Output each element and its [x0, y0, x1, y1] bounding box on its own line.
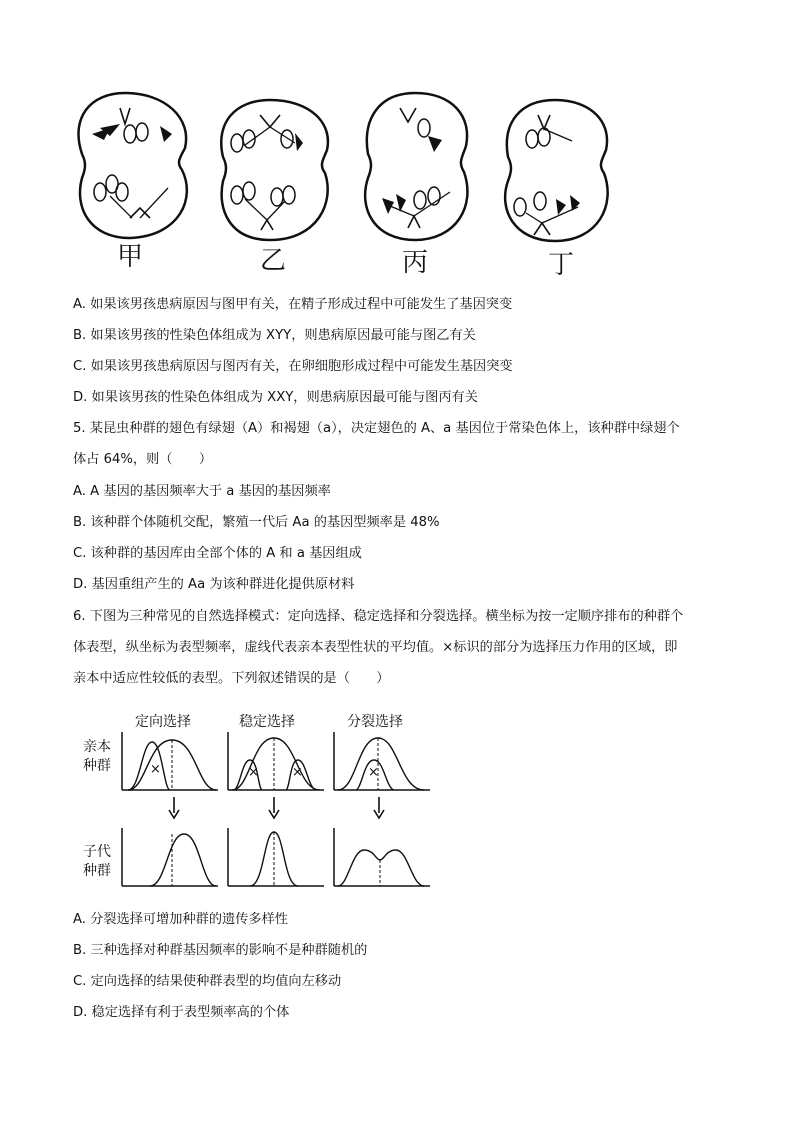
q4-option-b: B. 如果该男孩的性染色体组成为 XYY，则患病原因最可能与图乙有关 [73, 328, 476, 343]
cross-mark-directional: × [150, 762, 161, 777]
q5-option-a: A. A 基因的基因频率大于 a 基因的基因频率 [73, 484, 331, 499]
q5-option-c: C. 该种群的基因库由全部个体的 A 和 a 基因组成 [73, 546, 362, 561]
cross-mark-disruptive: × [368, 765, 379, 780]
column-title-disruptive: 分裂选择 [347, 714, 403, 730]
cell-yi [215, 95, 335, 245]
row-label-parent-2: 种群 [83, 758, 111, 774]
arrow-directional [168, 797, 180, 819]
cell-jia [70, 88, 200, 243]
q6-option-d: D. 稳定选择有利于表型频率高的个体 [73, 1005, 290, 1020]
q5-option-d: D. 基因重组产生的 Aa 为该种群进化提供原材料 [73, 577, 355, 592]
q6-stem-line2: 体表型，纵坐标为表型频率，虚线代表亲本表型性状的平均值。×标识的部分为选择压力作用的区域，即 [73, 640, 678, 655]
parent-panel-stabilizing [226, 730, 326, 792]
cell-label-yi: 乙 [260, 246, 287, 276]
q6-option-c: C. 定向选择的结果使种群表型的均值向左移动 [73, 974, 342, 989]
cross-mark-stabilizing-right: × [292, 765, 303, 780]
cell-bing [360, 88, 475, 246]
offspring-panel-disruptive [332, 826, 432, 888]
row-label-parent-1: 亲本 [83, 739, 111, 755]
q6-option-b: B. 三种选择对种群基因频率的影响不是种群随机的 [73, 943, 368, 958]
q5-stem-line1: 5. 某昆虫种群的翅色有绿翅（A）和褐翅（a），决定翅色的 A、a 基因位于常染色体上，该种群中绿翅个 [73, 421, 680, 436]
cell-label-bing: 丙 [402, 248, 429, 278]
q6-option-a: A. 分裂选择可增加种群的遗传多样性 [73, 912, 288, 927]
column-title-stabilizing: 稳定选择 [239, 714, 295, 730]
column-title-directional: 定向选择 [135, 714, 191, 730]
row-label-offspring-2: 种群 [83, 863, 111, 879]
q4-option-c: C. 如果该男孩患病原因与图丙有关，在卵细胞形成过程中可能发生基因突变 [73, 359, 513, 374]
q6-stem-line1: 6. 下图为三种常见的自然选择模式：定向选择、稳定选择和分裂选择。横坐标为按一定顺序排布的种群个 [73, 609, 684, 624]
cell-ding [500, 95, 615, 245]
offspring-panel-directional [120, 826, 220, 888]
q5-option-b: B. 该种群个体随机交配，繁殖一代后 Aa 的基因型频率是 48% [73, 515, 440, 530]
arrow-stabilizing [268, 797, 280, 819]
cross-mark-stabilizing-left: × [248, 765, 259, 780]
cell-label-jia: 甲 [117, 242, 144, 272]
arrow-disruptive [373, 797, 385, 819]
row-label-offspring-1: 子代 [83, 844, 111, 860]
cell-label-ding: 丁 [548, 250, 575, 280]
parent-panel-directional [120, 730, 220, 792]
q4-option-d: D. 如果该男孩的性染色体组成为 XXY，则患病原因最可能与图丙有关 [73, 390, 478, 405]
parent-panel-disruptive [332, 730, 432, 792]
q5-stem-line2: 体占 64%，则（ ） [73, 452, 213, 467]
q6-stem-line3: 亲本中适应性较低的表型。下列叙述错误的是（ ） [73, 671, 390, 686]
offspring-panel-stabilizing [226, 826, 326, 888]
q4-option-a: A. 如果该男孩患病原因与图甲有关，在精子形成过程中可能发生了基因突变 [73, 297, 513, 312]
